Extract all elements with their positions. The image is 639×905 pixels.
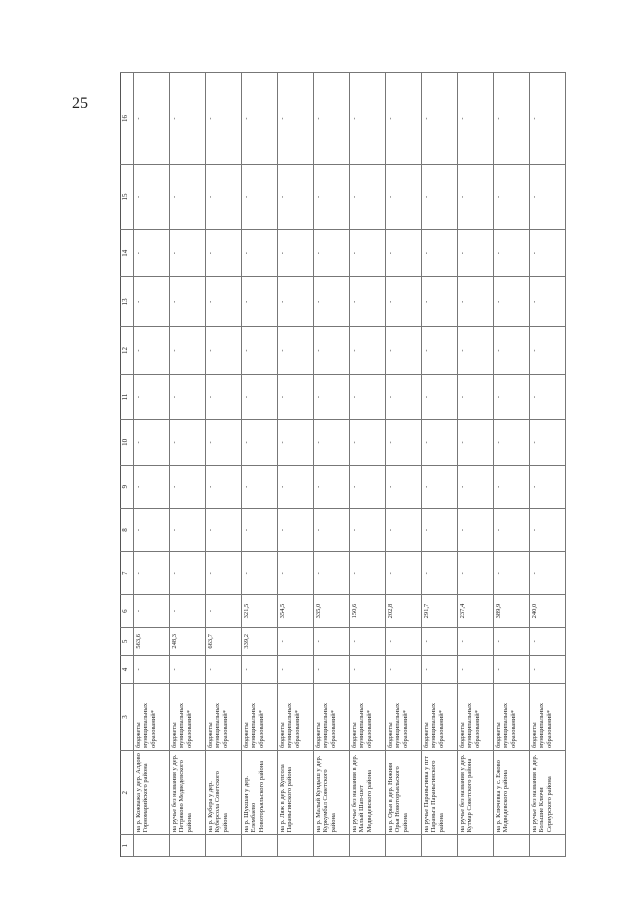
- value-cell-col-5: -: [494, 627, 530, 655]
- value-cell-col-13: -: [386, 277, 422, 327]
- value-cell-col-15: -: [386, 165, 422, 230]
- funding-table: [120, 72, 566, 857]
- value-cell-col-14: -: [314, 229, 350, 277]
- value-cell-col-10: -: [314, 420, 350, 465]
- value-cell-col-16: -: [134, 73, 170, 165]
- value-cell-col-4: -: [170, 655, 206, 683]
- value-cell-col-16: -: [206, 73, 242, 165]
- object-cell: на р. Орья в дер. Нижняя Орья Новоторъяльского района: [386, 751, 422, 835]
- value-cell-col-16: -: [350, 73, 386, 165]
- table-row: [458, 73, 494, 857]
- value-cell-col-10: -: [386, 420, 422, 465]
- value-cell-col-4: -: [386, 655, 422, 683]
- value-cell-col-12: -: [386, 327, 422, 375]
- value-cell-col-4: -: [422, 655, 458, 683]
- object-cell: на р. Кубера у дер. Куберсола Советского района: [206, 751, 242, 835]
- column-number-7: 7: [121, 552, 134, 595]
- value-cell-col-14: -: [242, 229, 278, 277]
- funding-source-cell: бюджеты муниципальных образований*: [350, 684, 386, 751]
- value-cell-col-14: -: [386, 229, 422, 277]
- value-cell-col-15: -: [170, 165, 206, 230]
- value-cell-col-15: -: [458, 165, 494, 230]
- value-cell-col-14: -: [170, 229, 206, 277]
- value-cell-col-7: -: [134, 552, 170, 595]
- value-cell-col-9: -: [422, 465, 458, 508]
- value-cell-col-12: -: [350, 327, 386, 375]
- funding-source-cell: бюджеты муниципальных образований*: [134, 684, 170, 751]
- value-cell-col-11: -: [242, 374, 278, 419]
- value-cell-col-14: -: [134, 229, 170, 277]
- value-cell-col-8: -: [386, 508, 422, 551]
- value-cell-col-12: -: [494, 327, 530, 375]
- value-cell-col-1: [134, 835, 170, 857]
- value-cell-col-15: -: [530, 165, 566, 230]
- value-cell-col-1: [530, 835, 566, 857]
- value-cell-col-6: 202,8: [386, 595, 422, 627]
- value-cell-col-16: -: [170, 73, 206, 165]
- value-cell-col-5: -: [458, 627, 494, 655]
- value-cell-col-10: -: [422, 420, 458, 465]
- value-cell-col-9: -: [458, 465, 494, 508]
- column-number-row: [121, 73, 134, 857]
- value-cell-col-1: [386, 835, 422, 857]
- object-cell: на ручье без названия у дер. Петряково Медведевского района: [170, 751, 206, 835]
- value-cell-col-11: -: [170, 374, 206, 419]
- value-cell-col-15: -: [494, 165, 530, 230]
- funding-source-cell: бюджеты муниципальных образований*: [530, 684, 566, 751]
- value-cell-col-15: -: [314, 165, 350, 230]
- value-cell-col-10: -: [206, 420, 242, 465]
- funding-source-cell: бюджеты муниципальных образований*: [170, 684, 206, 751]
- value-cell-col-9: -: [494, 465, 530, 508]
- value-cell-col-4: -: [458, 655, 494, 683]
- value-cell-col-5: -: [530, 627, 566, 655]
- funding-source-cell: бюджеты муниципальных образований*: [386, 684, 422, 751]
- value-cell-col-12: -: [278, 327, 314, 375]
- column-number-15: 15: [121, 165, 134, 230]
- column-number-2: 2: [121, 751, 134, 835]
- column-number-1: 1: [121, 835, 134, 857]
- column-number-12: 12: [121, 327, 134, 375]
- funding-source-cell: бюджеты муниципальных образований*: [242, 684, 278, 751]
- value-cell-col-11: -: [278, 374, 314, 419]
- value-cell-col-7: -: [278, 552, 314, 595]
- value-cell-col-7: -: [314, 552, 350, 595]
- value-cell-col-15: -: [242, 165, 278, 230]
- value-cell-col-7: -: [170, 552, 206, 595]
- value-cell-col-16: -: [386, 73, 422, 165]
- value-cell-col-5: 563,6: [134, 627, 170, 655]
- column-number-11: 11: [121, 374, 134, 419]
- value-cell-col-9: -: [386, 465, 422, 508]
- value-cell-col-11: -: [206, 374, 242, 419]
- value-cell-col-14: -: [350, 229, 386, 277]
- value-cell-col-15: -: [278, 165, 314, 230]
- value-cell-col-10: -: [134, 420, 170, 465]
- object-cell: на ручье без названия в дер. Большие Ключи Сернурского района: [530, 751, 566, 835]
- value-cell-col-16: -: [422, 73, 458, 165]
- value-cell-col-5: -: [386, 627, 422, 655]
- column-number-3: 3: [121, 684, 134, 751]
- value-cell-col-8: -: [422, 508, 458, 551]
- funding-source-cell: бюджеты муниципальных образований*: [422, 684, 458, 751]
- value-cell-col-6: 237,4: [458, 595, 494, 627]
- value-cell-col-11: -: [386, 374, 422, 419]
- value-cell-col-12: -: [134, 327, 170, 375]
- value-cell-col-14: -: [458, 229, 494, 277]
- value-cell-col-8: -: [530, 508, 566, 551]
- column-number-9: 9: [121, 465, 134, 508]
- value-cell-col-9: -: [134, 465, 170, 508]
- value-cell-col-1: [170, 835, 206, 857]
- funding-source-cell: бюджеты муниципальных образований*: [314, 684, 350, 751]
- value-cell-col-14: -: [494, 229, 530, 277]
- value-cell-col-4: -: [206, 655, 242, 683]
- value-cell-col-13: -: [206, 277, 242, 327]
- value-cell-col-1: [278, 835, 314, 857]
- value-cell-col-13: -: [314, 277, 350, 327]
- table-row: [494, 73, 530, 857]
- value-cell-col-11: -: [458, 374, 494, 419]
- column-number-4: 4: [121, 655, 134, 683]
- table-row: [206, 73, 242, 857]
- value-cell-col-1: [242, 835, 278, 857]
- value-cell-col-10: -: [170, 420, 206, 465]
- column-number-14: 14: [121, 229, 134, 277]
- value-cell-col-4: -: [530, 655, 566, 683]
- value-cell-col-10: -: [242, 420, 278, 465]
- column-number-16: 16: [121, 73, 134, 165]
- value-cell-col-15: -: [206, 165, 242, 230]
- value-cell-col-4: -: [314, 655, 350, 683]
- value-cell-col-7: -: [350, 552, 386, 595]
- value-cell-col-9: -: [350, 465, 386, 508]
- value-cell-col-8: -: [350, 508, 386, 551]
- funding-source-cell: бюджеты муниципальных образований*: [206, 684, 242, 751]
- value-cell-col-1: [314, 835, 350, 857]
- rotated-table-container: [120, 72, 553, 857]
- value-cell-col-6: 240,0: [530, 595, 566, 627]
- value-cell-col-8: -: [206, 508, 242, 551]
- value-cell-col-6: 321,5: [242, 595, 278, 627]
- value-cell-col-13: -: [350, 277, 386, 327]
- value-cell-col-7: -: [458, 552, 494, 595]
- value-cell-col-7: -: [494, 552, 530, 595]
- table-row: [350, 73, 386, 857]
- value-cell-col-1: [350, 835, 386, 857]
- value-cell-col-4: -: [242, 655, 278, 683]
- value-cell-col-5: -: [350, 627, 386, 655]
- value-cell-col-16: -: [494, 73, 530, 165]
- value-cell-col-8: -: [134, 508, 170, 551]
- value-cell-col-13: -: [170, 277, 206, 327]
- value-cell-col-11: -: [422, 374, 458, 419]
- column-number-8: 8: [121, 508, 134, 551]
- value-cell-col-1: [206, 835, 242, 857]
- value-cell-col-8: -: [170, 508, 206, 551]
- column-number-13: 13: [121, 277, 134, 327]
- table-row: [386, 73, 422, 857]
- object-cell: на ручье без названия в дер. Малый Шап-шет Медведевского района: [350, 751, 386, 835]
- value-cell-col-12: -: [422, 327, 458, 375]
- value-cell-col-1: [422, 835, 458, 857]
- value-cell-col-10: -: [278, 420, 314, 465]
- value-cell-col-11: -: [530, 374, 566, 419]
- value-cell-col-6: 150,6: [350, 595, 386, 627]
- value-cell-col-12: -: [206, 327, 242, 375]
- value-cell-col-6: 335,0: [314, 595, 350, 627]
- table-row: [242, 73, 278, 857]
- column-number-5: 5: [121, 627, 134, 655]
- value-cell-col-5: 248,3: [170, 627, 206, 655]
- value-cell-col-4: -: [350, 655, 386, 683]
- value-cell-col-14: -: [422, 229, 458, 277]
- table-row: [314, 73, 350, 857]
- value-cell-col-10: -: [530, 420, 566, 465]
- value-cell-col-5: -: [422, 627, 458, 655]
- funding-source-cell: бюджеты муниципальных образований*: [458, 684, 494, 751]
- value-cell-col-6: -: [134, 595, 170, 627]
- value-cell-col-14: -: [278, 229, 314, 277]
- value-cell-col-11: -: [134, 374, 170, 419]
- value-cell-col-16: -: [530, 73, 566, 165]
- value-cell-col-13: -: [278, 277, 314, 327]
- column-number-10: 10: [121, 420, 134, 465]
- value-cell-col-9: -: [242, 465, 278, 508]
- value-cell-col-8: -: [242, 508, 278, 551]
- value-cell-col-4: -: [134, 655, 170, 683]
- value-cell-col-13: -: [242, 277, 278, 327]
- value-cell-col-5: 339,2: [242, 627, 278, 655]
- value-cell-col-8: -: [314, 508, 350, 551]
- value-cell-col-5: -: [278, 627, 314, 655]
- object-cell: на р. Шукшан у дер. Елембаево Новоторъяльского района: [242, 751, 278, 835]
- value-cell-col-11: -: [494, 374, 530, 419]
- value-cell-col-16: -: [314, 73, 350, 165]
- value-cell-col-6: 354,5: [278, 595, 314, 627]
- value-cell-col-9: -: [278, 465, 314, 508]
- table-row: [278, 73, 314, 857]
- value-cell-col-6: 389,9: [494, 595, 530, 627]
- column-number-6: 6: [121, 595, 134, 627]
- value-cell-col-12: -: [530, 327, 566, 375]
- value-cell-col-11: -: [350, 374, 386, 419]
- value-cell-col-9: -: [314, 465, 350, 508]
- value-cell-col-9: -: [170, 465, 206, 508]
- value-cell-col-10: -: [494, 420, 530, 465]
- table-body: [134, 73, 566, 857]
- value-cell-col-1: [494, 835, 530, 857]
- value-cell-col-15: -: [350, 165, 386, 230]
- value-cell-col-7: -: [422, 552, 458, 595]
- value-cell-col-5: -: [314, 627, 350, 655]
- object-cell: на р. Малый Кундыш у дер. Куркумбал Советского района: [314, 751, 350, 835]
- value-cell-col-10: -: [350, 420, 386, 465]
- value-cell-col-11: -: [314, 374, 350, 419]
- value-cell-col-12: -: [242, 327, 278, 375]
- value-cell-col-7: -: [206, 552, 242, 595]
- object-cell: на ручье Параньгинка у пгт Параньга Параньгинского района: [422, 751, 458, 835]
- value-cell-col-8: -: [458, 508, 494, 551]
- value-cell-col-8: -: [278, 508, 314, 551]
- value-cell-col-13: -: [458, 277, 494, 327]
- value-cell-col-15: -: [134, 165, 170, 230]
- value-cell-col-7: -: [530, 552, 566, 595]
- value-cell-col-7: -: [242, 552, 278, 595]
- value-cell-col-8: -: [494, 508, 530, 551]
- value-cell-col-13: -: [134, 277, 170, 327]
- value-cell-col-6: -: [170, 595, 206, 627]
- value-cell-col-1: [458, 835, 494, 857]
- value-cell-col-4: -: [278, 655, 314, 683]
- object-cell: на р. Ключевка у с. Ежово Медведевского района: [494, 751, 530, 835]
- value-cell-col-6: -: [206, 595, 242, 627]
- value-cell-col-14: -: [530, 229, 566, 277]
- object-cell: на р. Ляж в дер. Купсола Параньгинского района: [278, 751, 314, 835]
- value-cell-col-12: -: [170, 327, 206, 375]
- funding-source-cell: бюджеты муниципальных образований*: [278, 684, 314, 751]
- value-cell-col-14: -: [206, 229, 242, 277]
- value-cell-col-13: -: [422, 277, 458, 327]
- value-cell-col-16: -: [242, 73, 278, 165]
- value-cell-col-13: -: [530, 277, 566, 327]
- value-cell-col-15: -: [422, 165, 458, 230]
- value-cell-col-9: -: [206, 465, 242, 508]
- table-row: [422, 73, 458, 857]
- value-cell-col-4: -: [494, 655, 530, 683]
- value-cell-col-10: -: [458, 420, 494, 465]
- value-cell-col-6: 291,7: [422, 595, 458, 627]
- object-cell: на ручье без названия у дер. Кутмар Советского района: [458, 751, 494, 835]
- value-cell-col-12: -: [458, 327, 494, 375]
- table-row: [134, 73, 170, 857]
- value-cell-col-9: -: [530, 465, 566, 508]
- value-cell-col-7: -: [386, 552, 422, 595]
- page-number: 25: [72, 95, 88, 112]
- object-cell: на р. Кожважа у дер. Алдово Горномарийского района: [134, 751, 170, 835]
- table-row: [530, 73, 566, 857]
- value-cell-col-5: 663,7: [206, 627, 242, 655]
- value-cell-col-12: -: [314, 327, 350, 375]
- value-cell-col-16: -: [278, 73, 314, 165]
- table-row: [170, 73, 206, 857]
- funding-source-cell: бюджеты муниципальных образований*: [494, 684, 530, 751]
- value-cell-col-13: -: [494, 277, 530, 327]
- value-cell-col-16: -: [458, 73, 494, 165]
